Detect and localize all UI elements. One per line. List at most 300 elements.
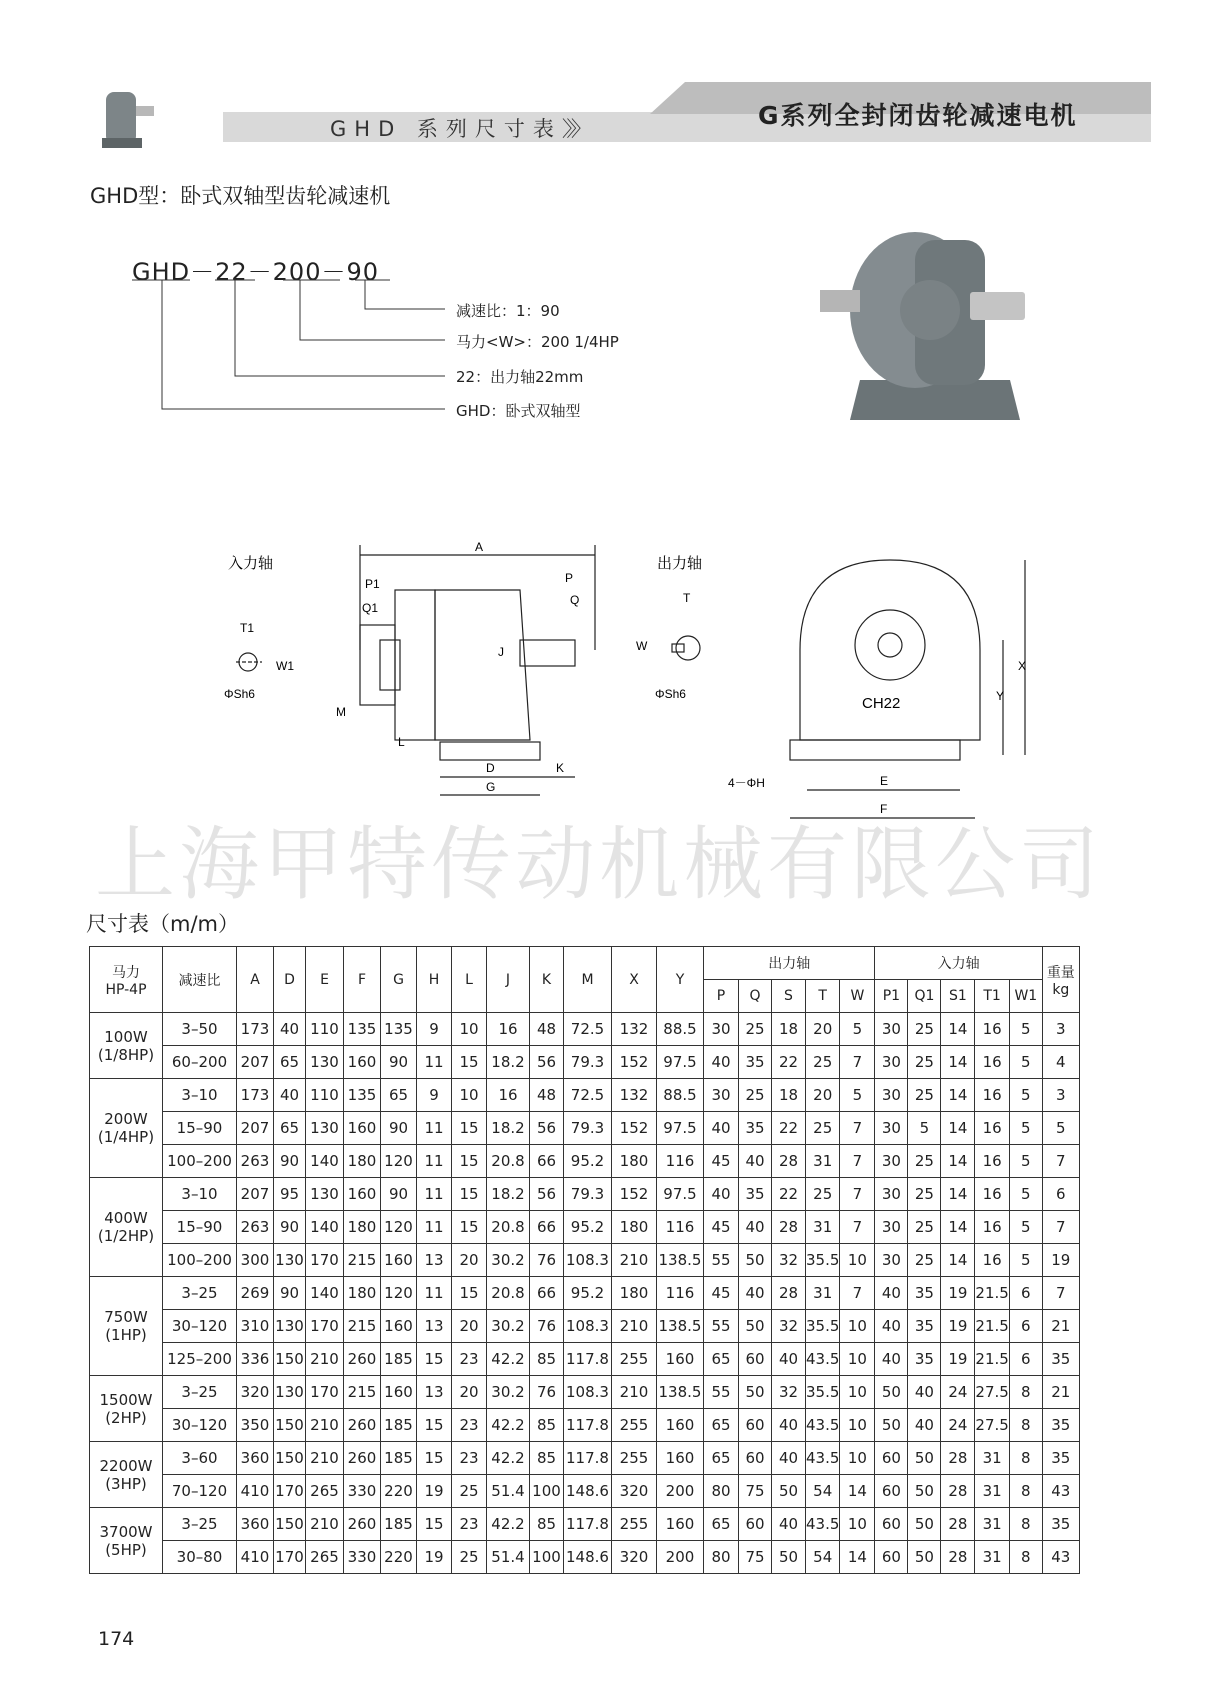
value-cell: 207 <box>237 1112 274 1145</box>
value-cell: 11 <box>417 1046 452 1079</box>
value-cell: 5 <box>1009 1145 1042 1178</box>
value-cell: 160 <box>381 1244 417 1277</box>
value-cell: 95.2 <box>564 1211 612 1244</box>
value-cell: 8 <box>1009 1475 1042 1508</box>
value-cell: 11 <box>417 1211 452 1244</box>
value-cell: 40 <box>875 1277 908 1310</box>
value-cell: 28 <box>941 1508 975 1541</box>
value-cell: 20 <box>806 1013 840 1046</box>
value-cell: 255 <box>612 1442 657 1475</box>
dim-w: W <box>636 639 648 653</box>
code-label-power: 马力<W>：200 1/4HP <box>456 333 619 351</box>
value-cell: 7 <box>840 1178 875 1211</box>
value-cell: 30.2 <box>487 1376 530 1409</box>
value-cell: 95.2 <box>564 1277 612 1310</box>
value-cell: 15 <box>452 1112 487 1145</box>
value-cell: 45 <box>704 1277 739 1310</box>
value-cell: 30 <box>875 1145 908 1178</box>
value-cell: 5 <box>1009 1079 1042 1112</box>
header-s: S <box>772 980 806 1013</box>
value-cell: 14 <box>941 1046 975 1079</box>
value-cell: 320 <box>612 1475 657 1508</box>
value-cell: 25 <box>739 1013 772 1046</box>
value-cell: 65 <box>704 1442 739 1475</box>
value-cell: 160 <box>381 1310 417 1343</box>
value-cell: 35 <box>739 1178 772 1211</box>
value-cell: 40 <box>704 1178 739 1211</box>
value-cell: 32 <box>772 1244 806 1277</box>
value-cell: 40 <box>908 1409 941 1442</box>
holes-label: 4－ΦH <box>728 776 765 790</box>
header-p: P <box>704 980 739 1013</box>
header-s1: S1 <box>941 980 975 1013</box>
value-cell: 51.4 <box>487 1475 530 1508</box>
dim-k: K <box>556 761 565 775</box>
value-cell: 260 <box>344 1442 381 1475</box>
value-cell: 51.4 <box>487 1541 530 1574</box>
value-cell: 15 <box>417 1442 452 1475</box>
header-m: M <box>564 947 612 1013</box>
value-cell: 210 <box>306 1508 344 1541</box>
value-cell: 35 <box>908 1343 941 1376</box>
header-j: J <box>487 947 530 1013</box>
series-title: G系列全封闭齿轮减速电机 <box>758 101 1078 130</box>
header-k: K <box>530 947 564 1013</box>
value-cell: 150 <box>274 1442 306 1475</box>
value-cell: 10 <box>840 1376 875 1409</box>
value-cell: 43.5 <box>806 1343 840 1376</box>
value-cell: 25 <box>806 1046 840 1079</box>
value-cell: 130 <box>306 1046 344 1079</box>
value-cell: 135 <box>381 1013 417 1046</box>
value-cell: 16 <box>487 1013 530 1046</box>
value-cell: 8 <box>1009 1409 1042 1442</box>
value-cell: 360 <box>237 1508 274 1541</box>
value-cell: 336 <box>237 1343 274 1376</box>
value-cell: 35.5 <box>806 1376 840 1409</box>
dim-y: Y <box>996 689 1005 703</box>
value-cell: 16 <box>975 1145 1009 1178</box>
value-cell: 116 <box>657 1145 704 1178</box>
value-cell: 25 <box>908 1211 941 1244</box>
value-cell: 6 <box>1009 1277 1042 1310</box>
value-cell: 117.8 <box>564 1409 612 1442</box>
value-cell: 43.5 <box>806 1409 840 1442</box>
value-cell: 40 <box>739 1277 772 1310</box>
value-cell: 60 <box>739 1343 772 1376</box>
header-d: D <box>274 947 306 1013</box>
value-cell: 60 <box>875 1541 908 1574</box>
dim-w1: W1 <box>276 659 294 673</box>
value-cell: 28 <box>772 1277 806 1310</box>
value-cell: 8 <box>1009 1442 1042 1475</box>
value-cell: 45 <box>704 1145 739 1178</box>
value-cell: 23 <box>452 1508 487 1541</box>
value-cell: 180 <box>612 1145 657 1178</box>
value-cell: 150 <box>274 1409 306 1442</box>
value-cell: 5 <box>1009 1211 1042 1244</box>
value-cell: 31 <box>806 1211 840 1244</box>
dim-q1: Q1 <box>362 601 379 615</box>
value-cell: 40 <box>739 1211 772 1244</box>
code-label-type: GHD：卧式双轴型 <box>456 402 581 420</box>
value-cell: 15 <box>452 1277 487 1310</box>
value-cell: 160 <box>657 1442 704 1475</box>
value-cell: 35 <box>1042 1442 1079 1475</box>
ratio-cell: 70–120 <box>163 1475 237 1508</box>
value-cell: 10 <box>840 1244 875 1277</box>
value-cell: 20 <box>452 1376 487 1409</box>
header-input-shaft: 入力轴 <box>875 947 1042 980</box>
value-cell: 260 <box>344 1343 381 1376</box>
value-cell: 50 <box>772 1541 806 1574</box>
value-cell: 42.2 <box>487 1343 530 1376</box>
value-cell: 20 <box>452 1310 487 1343</box>
value-cell: 170 <box>274 1475 306 1508</box>
value-cell: 19 <box>941 1310 975 1343</box>
value-cell: 79.3 <box>564 1178 612 1211</box>
value-cell: 5 <box>840 1079 875 1112</box>
value-cell: 85 <box>530 1343 564 1376</box>
value-cell: 85 <box>530 1409 564 1442</box>
section-title-text: GHD 系列尺寸表 <box>330 117 562 141</box>
dimension-drawings <box>0 520 1225 825</box>
value-cell: 60 <box>739 1409 772 1442</box>
value-cell: 9 <box>417 1013 452 1046</box>
value-cell: 200 <box>657 1475 704 1508</box>
value-cell: 65 <box>274 1046 306 1079</box>
product-subtitle: GHD型：卧式双轴型齿轮减速机 <box>90 184 391 208</box>
value-cell: 35 <box>739 1046 772 1079</box>
value-cell: 15 <box>417 1409 452 1442</box>
value-cell: 148.6 <box>564 1541 612 1574</box>
value-cell: 20 <box>452 1244 487 1277</box>
ratio-cell: 3–10 <box>163 1178 237 1211</box>
value-cell: 120 <box>381 1211 417 1244</box>
value-cell: 310 <box>237 1310 274 1343</box>
value-cell: 21.5 <box>975 1277 1009 1310</box>
power-cell: 2200W (3HP) <box>90 1442 163 1508</box>
dim-q: Q <box>570 593 580 607</box>
value-cell: 25 <box>908 1145 941 1178</box>
ratio-cell: 3–25 <box>163 1376 237 1409</box>
value-cell: 40 <box>772 1508 806 1541</box>
value-cell: 19 <box>417 1475 452 1508</box>
dim-l: L <box>398 735 405 749</box>
value-cell: 150 <box>274 1343 306 1376</box>
value-cell: 5 <box>908 1112 941 1145</box>
value-cell: 18.2 <box>487 1178 530 1211</box>
value-cell: 90 <box>381 1046 417 1079</box>
dimension-table <box>89 946 1080 1574</box>
value-cell: 185 <box>381 1343 417 1376</box>
value-cell: 180 <box>612 1277 657 1310</box>
value-cell: 160 <box>657 1343 704 1376</box>
input-shaft-label: 入力轴 <box>228 555 274 572</box>
ratio-cell: 100–200 <box>163 1145 237 1178</box>
power-cell: 1500W (2HP) <box>90 1376 163 1442</box>
value-cell: 40 <box>274 1079 306 1112</box>
value-cell: 14 <box>941 1244 975 1277</box>
value-cell: 21.5 <box>975 1343 1009 1376</box>
value-cell: 79.3 <box>564 1112 612 1145</box>
table-row <box>90 1376 1080 1409</box>
header-l: L <box>452 947 487 1013</box>
value-cell: 30.2 <box>487 1310 530 1343</box>
value-cell: 15 <box>452 1046 487 1079</box>
dim-e: E <box>880 774 889 788</box>
value-cell: 140 <box>306 1277 344 1310</box>
value-cell: 90 <box>274 1277 306 1310</box>
value-cell: 320 <box>237 1376 274 1409</box>
value-cell: 35.5 <box>806 1310 840 1343</box>
value-cell: 40 <box>704 1046 739 1079</box>
dim-a: A <box>475 540 484 554</box>
value-cell: 50 <box>908 1541 941 1574</box>
value-cell: 24 <box>941 1376 975 1409</box>
header-x: X <box>612 947 657 1013</box>
value-cell: 25 <box>452 1475 487 1508</box>
value-cell: 27.5 <box>975 1409 1009 1442</box>
value-cell: 30 <box>875 1046 908 1079</box>
value-cell: 410 <box>237 1475 274 1508</box>
value-cell: 76 <box>530 1376 564 1409</box>
dim-d: D <box>486 761 495 775</box>
value-cell: 90 <box>274 1145 306 1178</box>
value-cell: 43.5 <box>806 1442 840 1475</box>
watermark: 上海甲特传动机械有限公司 <box>95 818 1103 911</box>
value-cell: 80 <box>704 1475 739 1508</box>
value-cell: 31 <box>806 1145 840 1178</box>
sh6-label-output: ΦSh6 <box>655 687 686 701</box>
value-cell: 25 <box>908 1046 941 1079</box>
value-cell: 50 <box>875 1409 908 1442</box>
value-cell: 25 <box>452 1541 487 1574</box>
value-cell: 20.8 <box>487 1211 530 1244</box>
value-cell: 5 <box>1042 1112 1079 1145</box>
value-cell: 97.5 <box>657 1112 704 1145</box>
value-cell: 28 <box>772 1211 806 1244</box>
ratio-cell: 3–50 <box>163 1013 237 1046</box>
value-cell: 85 <box>530 1508 564 1541</box>
value-cell: 152 <box>612 1178 657 1211</box>
value-cell: 255 <box>612 1409 657 1442</box>
value-cell: 8 <box>1009 1541 1042 1574</box>
value-cell: 15 <box>452 1178 487 1211</box>
value-cell: 10 <box>840 1343 875 1376</box>
value-cell: 15 <box>417 1508 452 1541</box>
header-t: T <box>806 980 840 1013</box>
value-cell: 40 <box>908 1376 941 1409</box>
value-cell: 14 <box>840 1475 875 1508</box>
dim-f: F <box>880 802 888 816</box>
value-cell: 15 <box>452 1211 487 1244</box>
value-cell: 95.2 <box>564 1145 612 1178</box>
value-cell: 32 <box>772 1310 806 1343</box>
header-h: H <box>417 947 452 1013</box>
value-cell: 7 <box>840 1277 875 1310</box>
value-cell: 10 <box>452 1079 487 1112</box>
value-cell: 40 <box>739 1145 772 1178</box>
value-cell: 35 <box>908 1310 941 1343</box>
value-cell: 210 <box>306 1442 344 1475</box>
value-cell: 138.5 <box>657 1376 704 1409</box>
value-cell: 8 <box>1009 1508 1042 1541</box>
value-cell: 7 <box>1042 1145 1079 1178</box>
value-cell: 56 <box>530 1112 564 1145</box>
value-cell: 117.8 <box>564 1442 612 1475</box>
table-row <box>90 1079 1080 1112</box>
table-row <box>90 1409 1080 1442</box>
value-cell: 18.2 <box>487 1046 530 1079</box>
value-cell: 108.3 <box>564 1244 612 1277</box>
dim-t: T <box>683 591 691 605</box>
value-cell: 14 <box>941 1211 975 1244</box>
value-cell: 28 <box>941 1442 975 1475</box>
table-row <box>90 1211 1080 1244</box>
value-cell: 66 <box>530 1211 564 1244</box>
value-cell: 50 <box>739 1376 772 1409</box>
value-cell: 130 <box>274 1376 306 1409</box>
value-cell: 3 <box>1042 1013 1079 1046</box>
value-cell: 35.5 <box>806 1244 840 1277</box>
value-cell: 200 <box>657 1541 704 1574</box>
value-cell: 110 <box>306 1079 344 1112</box>
header-y: Y <box>657 947 704 1013</box>
value-cell: 54 <box>806 1475 840 1508</box>
value-cell: 132 <box>612 1013 657 1046</box>
value-cell: 30 <box>704 1013 739 1046</box>
value-cell: 30.2 <box>487 1244 530 1277</box>
value-cell: 60 <box>875 1442 908 1475</box>
value-cell: 79.3 <box>564 1046 612 1079</box>
value-cell: 40 <box>772 1409 806 1442</box>
value-cell: 42.2 <box>487 1508 530 1541</box>
value-cell: 13 <box>417 1310 452 1343</box>
value-cell: 3 <box>1042 1079 1079 1112</box>
value-cell: 138.5 <box>657 1244 704 1277</box>
value-cell: 28 <box>772 1145 806 1178</box>
header-e: E <box>306 947 344 1013</box>
value-cell: 207 <box>237 1178 274 1211</box>
value-cell: 220 <box>381 1541 417 1574</box>
value-cell: 55 <box>704 1376 739 1409</box>
value-cell: 100 <box>530 1541 564 1574</box>
value-cell: 66 <box>530 1145 564 1178</box>
value-cell: 60 <box>739 1508 772 1541</box>
value-cell: 360 <box>237 1442 274 1475</box>
value-cell: 173 <box>237 1013 274 1046</box>
value-cell: 210 <box>612 1376 657 1409</box>
header-g: G <box>381 947 417 1013</box>
value-cell: 135 <box>344 1013 381 1046</box>
value-cell: 88.5 <box>657 1079 704 1112</box>
power-cell: 750W (1HP) <box>90 1277 163 1376</box>
header-w1: W1 <box>1009 980 1042 1013</box>
header-output-shaft: 出力轴 <box>704 947 875 980</box>
value-cell: 300 <box>237 1244 274 1277</box>
value-cell: 14 <box>941 1145 975 1178</box>
value-cell: 31 <box>975 1475 1009 1508</box>
value-cell: 40 <box>772 1343 806 1376</box>
value-cell: 40 <box>875 1343 908 1376</box>
value-cell: 22 <box>772 1112 806 1145</box>
value-cell: 48 <box>530 1013 564 1046</box>
header-w: W <box>840 980 875 1013</box>
value-cell: 54 <box>806 1541 840 1574</box>
value-cell: 132 <box>612 1079 657 1112</box>
value-cell: 263 <box>237 1211 274 1244</box>
value-cell: 65 <box>704 1343 739 1376</box>
header-a: A <box>237 947 274 1013</box>
value-cell: 6 <box>1009 1343 1042 1376</box>
chevrons-icon: 〉〉〉 <box>561 117 586 141</box>
value-cell: 22 <box>772 1178 806 1211</box>
dim-p1: P1 <box>365 577 380 591</box>
value-cell: 16 <box>975 1046 1009 1079</box>
value-cell: 22 <box>772 1046 806 1079</box>
value-cell: 14 <box>840 1541 875 1574</box>
value-cell: 75 <box>739 1475 772 1508</box>
value-cell: 60 <box>875 1508 908 1541</box>
table-row <box>90 1310 1080 1343</box>
value-cell: 117.8 <box>564 1508 612 1541</box>
value-cell: 18.2 <box>487 1112 530 1145</box>
table-row <box>90 1508 1080 1541</box>
dim-g: G <box>486 780 496 794</box>
value-cell: 40 <box>704 1112 739 1145</box>
ratio-cell: 125–200 <box>163 1343 237 1376</box>
ch-label: CH22 <box>862 695 901 712</box>
value-cell: 20.8 <box>487 1145 530 1178</box>
value-cell: 50 <box>908 1442 941 1475</box>
value-cell: 31 <box>806 1277 840 1310</box>
value-cell: 140 <box>306 1145 344 1178</box>
value-cell: 180 <box>612 1211 657 1244</box>
value-cell: 108.3 <box>564 1310 612 1343</box>
table-row <box>90 1541 1080 1574</box>
value-cell: 90 <box>381 1112 417 1145</box>
value-cell: 97.5 <box>657 1178 704 1211</box>
value-cell: 10 <box>840 1409 875 1442</box>
header-ratio: 减速比 <box>163 947 237 1013</box>
value-cell: 75 <box>739 1541 772 1574</box>
value-cell: 48 <box>530 1079 564 1112</box>
value-cell: 7 <box>840 1112 875 1145</box>
value-cell: 148.6 <box>564 1475 612 1508</box>
value-cell: 160 <box>344 1112 381 1145</box>
value-cell: 43.5 <box>806 1508 840 1541</box>
power-cell: 100W (1/8HP) <box>90 1013 163 1079</box>
value-cell: 50 <box>908 1508 941 1541</box>
value-cell: 27.5 <box>975 1376 1009 1409</box>
value-cell: 16 <box>975 1211 1009 1244</box>
value-cell: 42.2 <box>487 1442 530 1475</box>
value-cell: 42.2 <box>487 1409 530 1442</box>
value-cell: 55 <box>704 1310 739 1343</box>
value-cell: 160 <box>344 1178 381 1211</box>
value-cell: 30 <box>875 1013 908 1046</box>
value-cell: 130 <box>306 1178 344 1211</box>
value-cell: 19 <box>941 1343 975 1376</box>
value-cell: 11 <box>417 1277 452 1310</box>
table-row <box>90 1013 1080 1046</box>
value-cell: 215 <box>344 1310 381 1343</box>
output-shaft-label: 出力轴 <box>657 555 703 572</box>
table-row <box>90 1145 1080 1178</box>
value-cell: 16 <box>975 1079 1009 1112</box>
ratio-cell: 60–200 <box>163 1046 237 1079</box>
